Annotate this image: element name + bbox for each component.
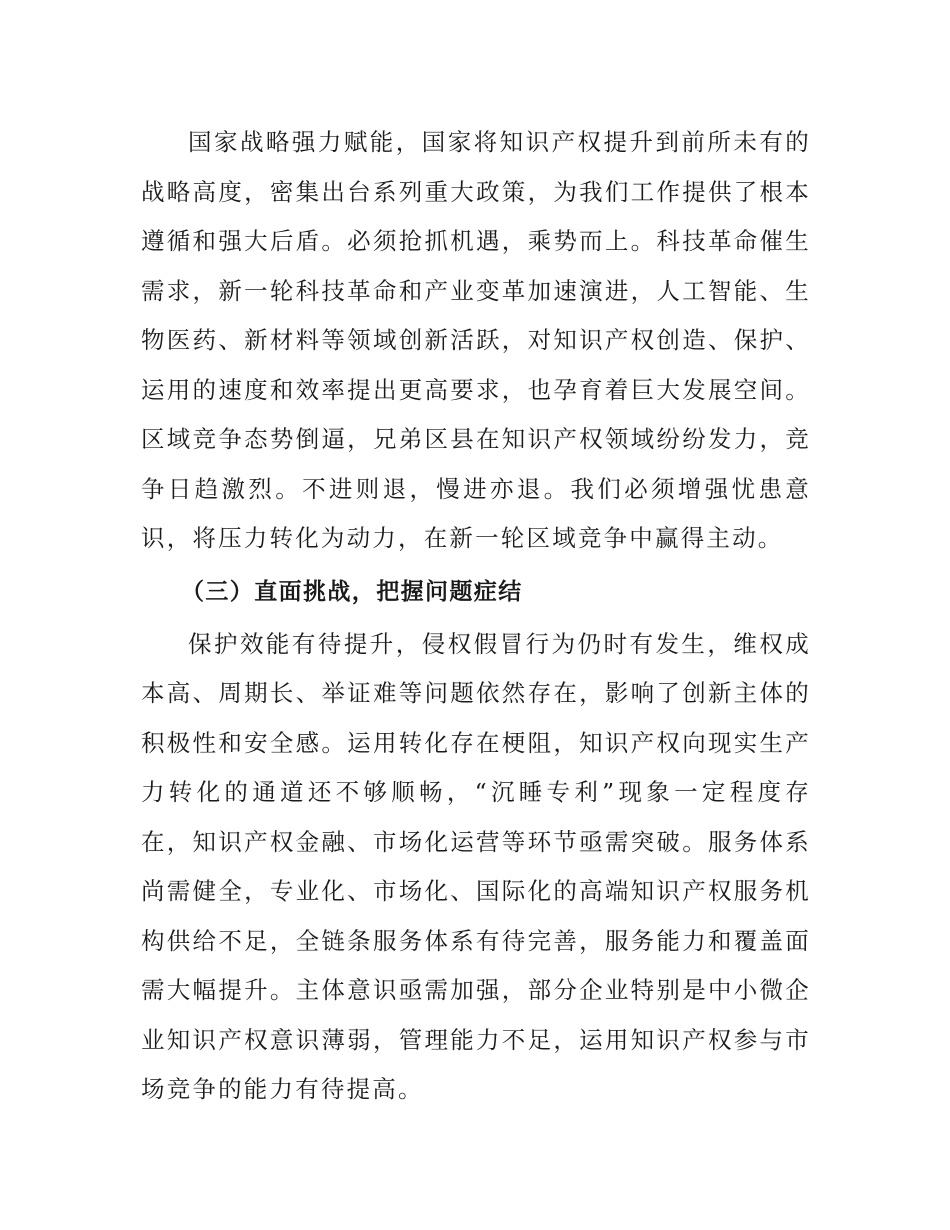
body-paragraph-opportunities: 国家战略强力赋能，国家将知识产权提升到前所未有的战略高度，密集出台系列重大政策，为我们工作提供了根本遵循和强大后盾。必须抢抓机遇，乘势而上。科技革命催生需求，新一轮科技革命和产业变革加速演进，人工智能、生物医药、新材料等领域创新活跃，对知识产权创造、保护、运用的速度和效率提出更高要求，也孕育着巨大发展空间。区域竞争态势倒逼，兄弟区县在知识产权领域纷纷发力，竞争日趋激烈。不进则退，慢进亦退。我们必须增强忧患意识，将压力转化为动力，在新一轮区域竞争中赢得主动。	[141, 128, 811, 552]
section-heading-challenges: （三）直面挑战，把握问题症结	[181, 578, 523, 605]
body-paragraph-problems: 保护效能有待提升，侵权假冒行为仍时有发生，维权成本高、周期长、举证难等问题依然存在，影响了创新主体的积极性和安全感。运用转化存在梗阻，知识产权向现实生产力转化的通道还不够顺畅，“沉睡专利”现象一定程度存在，知识产权金融、市场化运营等环节亟需突破。服务体系尚需健全，专业化、市场化、国际化的高端知识产权服务机构供给不足，全链条服务体系有待完善，服务能力和覆盖面需大幅提升。主体意识亟需加强，部分企业特别是中小微企业知识产权意识薄弱，管理能力不足，运用知识产权参与市场竞争的能力有待提高。	[141, 629, 811, 1103]
document-body	[141, 118, 811, 1115]
